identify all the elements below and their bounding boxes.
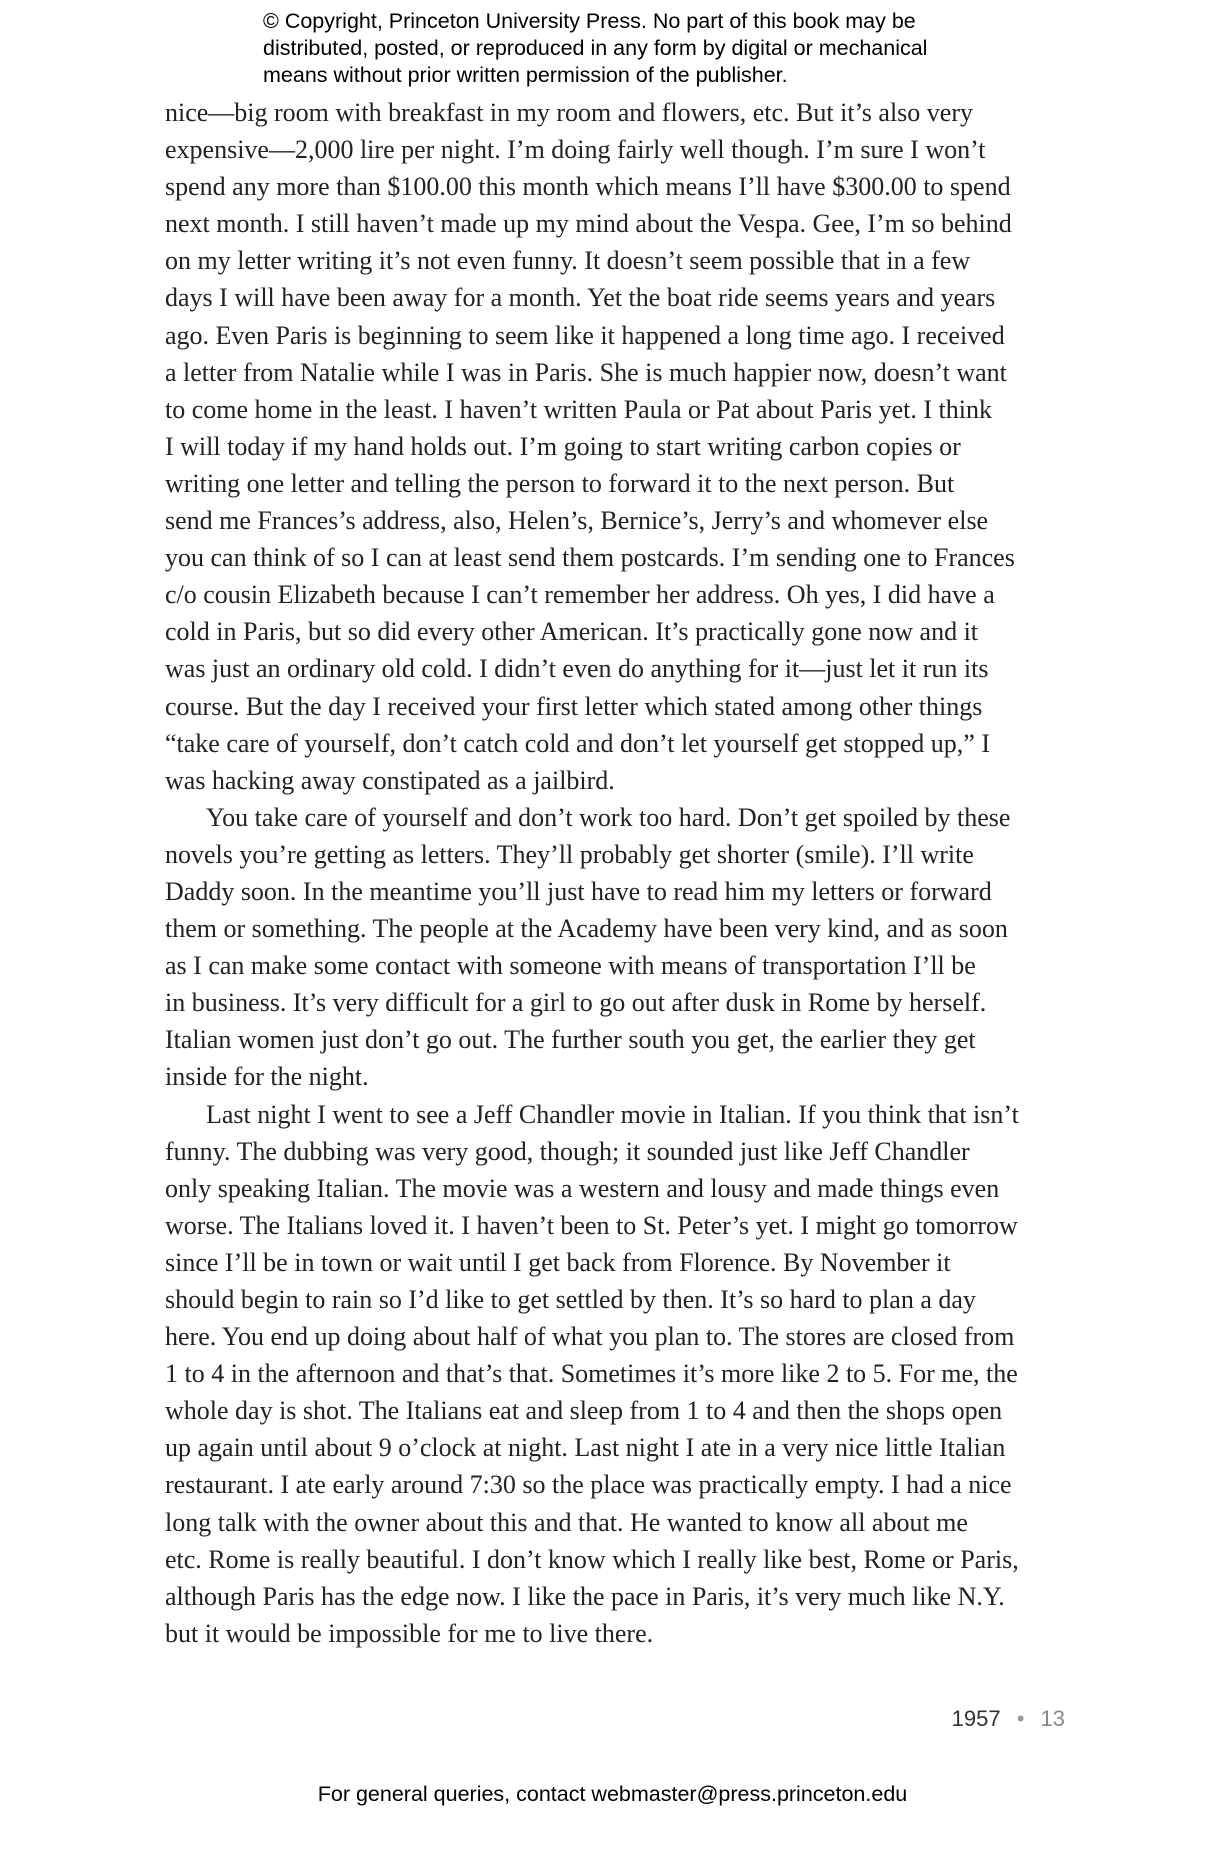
text-line: should begin to rain so I’d like to get settled by then. It’s so hard to plan a day: [165, 1285, 976, 1314]
page-number: 13: [1040, 1706, 1065, 1731]
text-line: next month. I still haven’t made up my mind about the Vespa. Gee, I’m so behind: [165, 209, 1012, 239]
text-line: “take care of yourself, don’t catch cold and don’t let yourself get stopped up,” I: [165, 728, 990, 758]
text-line: days I will have been away for a month. Yet the boat ride seems years and years: [165, 283, 996, 313]
text-line: them or something. The people at the Academy have been very kind, and as soon: [165, 914, 1008, 944]
text-line: spend any more than $100.00 this month which means I’ll have $300.00 to spend: [165, 172, 1011, 202]
text-line: 1 to 4 in the afternoon and that’s that. Sometimes it’s more like 2 to 5. For me, the: [165, 1359, 1018, 1389]
text-line: send me Frances’s address, also, Helen’s, Bernice’s, Jerry’s and whomever else: [165, 506, 989, 536]
folio-separator: •: [1016, 1706, 1025, 1731]
text-line: as I can make some contact with someone with means of transportation I’ll be: [165, 951, 976, 981]
text-line: course. But the day I received your first letter which stated among other things: [165, 691, 983, 721]
text-line: writing one letter and telling the person to forward it to the next person. But: [165, 468, 955, 498]
text-line: a letter from Natalie while I was in Paris. She is much happier now, doesn’t want: [165, 357, 1007, 387]
text-line: nice—big room with breakfast in my room and flowers, etc. But it’s also very: [165, 98, 973, 127]
text-line: restaurant. I ate early around 7:30 so the place was practically empty. I had a nice: [165, 1470, 1012, 1500]
text-line: Italian women just don’t go out. The further south you get, the earlier they get: [165, 1025, 976, 1055]
text-line: novels you’re getting as letters. They’ll probably get shorter (smile). I’ll write: [165, 839, 974, 869]
text-line: since I’ll be in town or wait until I get back from Florence. By November it: [165, 1247, 951, 1277]
copyright-line: distributed, posted, or reproduced in any form by digital or mechanical: [263, 36, 928, 60]
text-line: long talk with the owner about this and that. He wanted to know all about me: [165, 1507, 968, 1537]
text-line: funny. The dubbing was very good, though; it sounded just like Jeff Chandler: [165, 1136, 970, 1166]
paragraph-start-line: Last night I went to see a Jeff Chandler movie in Italian. If you think that isn’t: [206, 1099, 1019, 1129]
copyright-notice: [263, 8, 1023, 89]
text-line: ago. Even Paris is beginning to seem like it happened a long time ago. I received: [165, 320, 1005, 350]
text-line: I will today if my hand holds out. I’m going to start writing carbon copies or: [165, 431, 961, 461]
text-line: only speaking Italian. The movie was a western and lousy and made things even: [165, 1173, 1000, 1203]
text-line: cold in Paris, but so did every other American. It’s practically gone now and it: [165, 617, 979, 647]
text-line: you can think of so I can at least send them postcards. I’m sending one to Frances: [165, 543, 1015, 573]
folio-year: 1957: [951, 1706, 1001, 1731]
text-line: on my letter writing it’s not even funny. It doesn’t seem possible that in a few: [165, 246, 971, 276]
text-line: was hacking away constipated as a jailbird.: [165, 765, 615, 795]
text-line: Daddy soon. In the meantime you’ll just have to read him my letters or forward: [165, 876, 992, 906]
text-line: was just an ordinary old cold. I didn’t even do anything for it—just let it run its: [165, 654, 989, 684]
copyright-line: © Copyright, Princeton University Press. No part of this book may be: [263, 9, 916, 33]
text-line: worse. The Italians loved it. I haven’t been to St. Peter’s yet. I might go tomorrow: [165, 1210, 1018, 1240]
text-line: c/o cousin Elizabeth because I can’t remember her address. Oh yes, I did have a: [165, 580, 995, 610]
paragraph-start-line: You take care of yourself and don’t work too hard. Don’t get spoiled by these: [206, 802, 1011, 832]
text-line: etc. Rome is really beautiful. I don’t know which I really like best, Rome or Paris,: [165, 1544, 1019, 1574]
text-line: in business. It’s very difficult for a girl to go out after dusk in Rome by herself.: [165, 988, 987, 1018]
text-line: but it would be impossible for me to live there.: [165, 1618, 654, 1648]
text-line: here. You end up doing about half of what you plan to. The stores are closed from: [165, 1322, 1015, 1352]
copyright-line: means without prior written permission of the publisher.: [263, 63, 788, 87]
text-line: expensive—2,000 lire per night. I’m doing fairly well though. I’m sure I won’t: [165, 135, 986, 165]
text-line: inside for the night.: [165, 1062, 369, 1092]
text-line: whole day is shot. The Italians eat and sleep from 1 to 4 and then the shops open: [165, 1396, 1003, 1426]
footer-contact: For general queries, contact webmaster@press.princeton.edu: [317, 1782, 908, 1806]
text-line: up again until about 9 o’clock at night. Last night I ate in a very nice little Italian: [165, 1433, 1006, 1463]
page-folio: [952, 1706, 1065, 1732]
text-line: although Paris has the edge now. I like the pace in Paris, it’s very much like N.Y.: [165, 1581, 1005, 1611]
letter-body: [165, 94, 1065, 1652]
text-line: to come home in the least. I haven’t written Paula or Pat about Paris yet. I think: [165, 394, 992, 424]
